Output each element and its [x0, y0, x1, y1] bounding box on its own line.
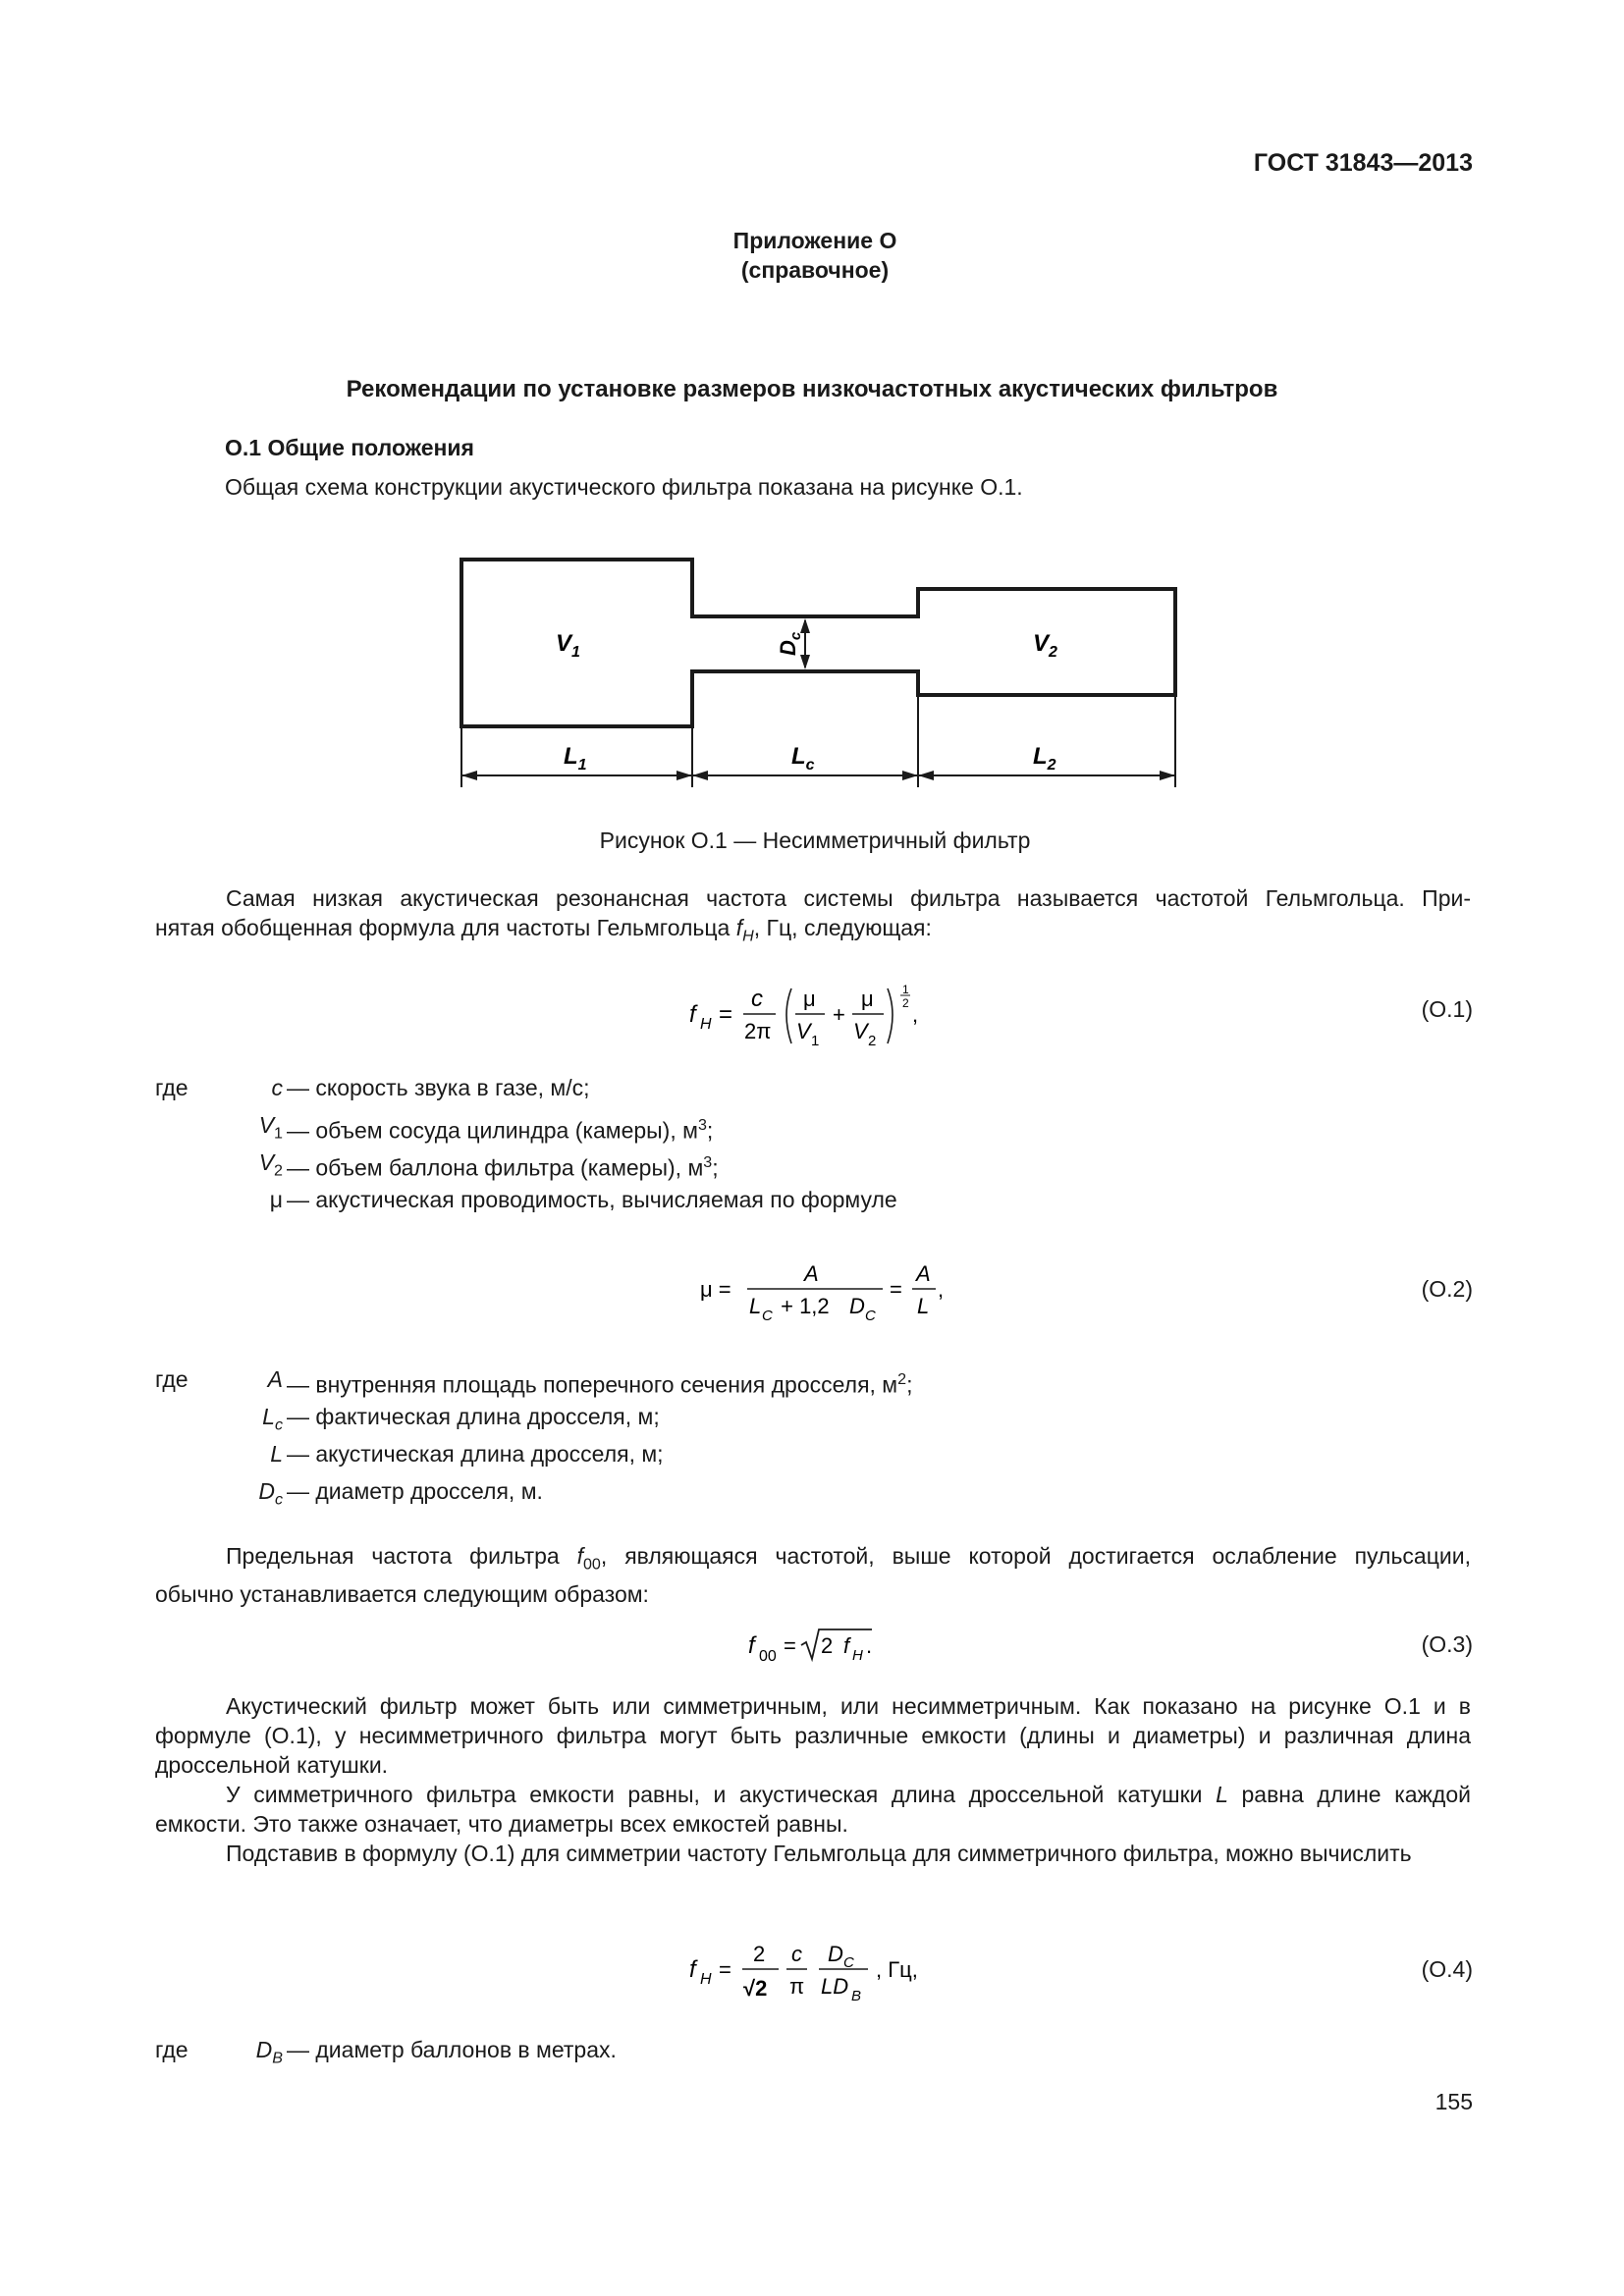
- svg-text:=: =: [719, 1957, 731, 1982]
- svg-text:1: 1: [811, 1033, 820, 1049]
- svg-text:+: +: [833, 1002, 845, 1027]
- svg-text:=: =: [719, 1001, 733, 1028]
- label-v1: $V_1$: [556, 630, 580, 661]
- equation-o3-number: (О.3): [1421, 1631, 1473, 1657]
- svg-text:2: 2: [868, 1033, 877, 1049]
- svg-text:1: 1: [902, 983, 909, 996]
- def-text: — акустическая длина дросселя, м;: [287, 1441, 664, 1467]
- svg-text:LD: LD: [821, 1974, 849, 1999]
- def-text: — диаметр дросселя, м.: [287, 1478, 543, 1504]
- definitions-block-3: [0, 2035, 1624, 2068]
- def-text: — фактическая длина дросселя, м;: [287, 1404, 660, 1429]
- def-symbol: $D_c$: [258, 1478, 283, 1509]
- label-dc: $D_c$: [776, 631, 804, 656]
- annex-title: Приложение О: [732, 228, 897, 253]
- label-l2: $L_2$: [1033, 743, 1056, 774]
- svg-text:π: π: [789, 1974, 805, 1999]
- svg-text:A: A: [804, 1261, 819, 1286]
- def-symbol: $V_1$: [258, 1112, 283, 1143]
- paragraph-cutoff: Предельная частота фильтра $f_{00}$, являющаяся частотой, выше которой достигается ослабление пульсации, обычно устанавливается следующим образом:: [155, 1543, 1471, 1607]
- equation-o4-number: (О.4): [1421, 1956, 1473, 1982]
- def-text: — объем баллона фильтра (камеры), $м^3$;: [287, 1153, 719, 1181]
- standard-header: ГОСТ 31843—2013: [1253, 149, 1473, 177]
- figure-caption: Рисунок О.1 — Несимметричный фильтр: [599, 828, 1031, 853]
- equation-o1: [687, 977, 982, 1055]
- def-text: — объем сосуда цилиндра (камеры), $м^3$;: [287, 1116, 714, 1144]
- def-text: — внутренняя площадь поперечного сечения дросселя, $м^2$;: [287, 1370, 913, 1398]
- svg-text:f: f: [748, 1632, 755, 1659]
- svg-text:μ =: μ =: [700, 1277, 731, 1302]
- main-title: Рекомендации по установке размеров низкочастотных акустических фильтров: [346, 376, 1278, 402]
- svg-text:, Гц,: , Гц,: [876, 1957, 918, 1982]
- section-heading: О.1 Общие положения: [225, 435, 474, 460]
- equation-o4: [687, 1932, 972, 2010]
- svg-text:H: H: [700, 1016, 712, 1033]
- svg-text:=: =: [784, 1633, 796, 1658]
- def-symbol: $L_c$: [262, 1404, 283, 1434]
- def-symbol: μ: [269, 1187, 283, 1212]
- equation-o3: [746, 1618, 943, 1673]
- label-lc: $L_c$: [791, 743, 815, 774]
- def-symbol: $V_2$: [258, 1149, 283, 1180]
- svg-text:.: .: [866, 1633, 873, 1658]
- svg-text:A: A: [916, 1261, 931, 1286]
- svg-text:2: 2: [902, 996, 909, 1010]
- definitions-block-2: [0, 1364, 1624, 1509]
- def-text: — диаметр баллонов в метрах.: [287, 2037, 617, 2062]
- where-label: где: [155, 1366, 189, 1392]
- svg-text:C: C: [762, 1308, 773, 1324]
- svg-text:μ: μ: [861, 987, 874, 1011]
- svg-text:f: f: [689, 1001, 696, 1028]
- equation-o2-number: (О.2): [1421, 1276, 1473, 1302]
- where-label: где: [155, 2037, 189, 2062]
- svg-text:=: =: [890, 1277, 902, 1302]
- svg-text:V: V: [853, 1019, 868, 1043]
- annex-subtitle: (справочное): [740, 257, 890, 283]
- svg-text:H: H: [852, 1647, 863, 1664]
- svg-text:00: 00: [759, 1648, 777, 1665]
- svg-text:L: L: [749, 1294, 762, 1318]
- svg-text:V: V: [796, 1019, 811, 1043]
- paragraph-substitute: Подставив в формулу (О.1) для симметрии частоту Гельмгольца для симметричного фильтра, можно вычислить: [226, 1841, 1412, 1866]
- def-text: — акустическая проводимость, вычисляемая по формуле: [287, 1187, 897, 1212]
- label-l1: $L_1$: [564, 743, 587, 774]
- svg-text:√2: √2: [743, 1976, 768, 2001]
- equation-o1-number: (О.1): [1421, 996, 1473, 1022]
- svg-text:,: ,: [938, 1277, 945, 1302]
- svg-text:2π: 2π: [744, 1019, 772, 1043]
- svg-text:D: D: [849, 1294, 865, 1318]
- where-label: где: [155, 1075, 189, 1100]
- paragraph-symmetry: Акустический фильтр может быть или симметричным, или несимметричным. Как показано на рисунке О.1 и в формуле (О.1), у несимметричного фильтра могут быть различные емкости (длины и диаметры) и различная длина дроссельной катушки.: [155, 1693, 1471, 1778]
- svg-text:C: C: [843, 1954, 854, 1971]
- section-intro: Общая схема конструкции акустического фильтра показана на рисунке О.1.: [225, 474, 1023, 500]
- svg-text:,: ,: [912, 1002, 919, 1027]
- svg-text:L: L: [917, 1294, 930, 1318]
- def-text: — скорость звука в газе, м/с;: [287, 1075, 590, 1100]
- definitions-block-1: [0, 1073, 1624, 1210]
- svg-text:D: D: [828, 1942, 843, 1966]
- def-symbol: A: [267, 1366, 283, 1392]
- equation-o2: [692, 1252, 987, 1330]
- filter-diagram: [447, 545, 1193, 800]
- svg-text:B: B: [851, 1988, 862, 2004]
- svg-text:f: f: [689, 1956, 696, 1983]
- paragraph-helmholtz: Самая низкая акустическая резонансная частота системы фильтра называется частотой Гельмгольца. При- нятая обобщенная формула для частоты Гельмгольца $f_H$, Гц, следующая:: [155, 885, 1471, 945]
- svg-text:H: H: [700, 1971, 712, 1988]
- def-symbol: $D_B$: [255, 2037, 283, 2067]
- svg-text:C: C: [865, 1308, 876, 1324]
- svg-text:c: c: [751, 986, 763, 1012]
- svg-text:2: 2: [821, 1633, 839, 1658]
- svg-text:c: c: [791, 1942, 802, 1966]
- def-symbol: L: [270, 1441, 283, 1467]
- svg-text:2: 2: [753, 1942, 766, 1966]
- svg-text:μ: μ: [803, 987, 816, 1011]
- def-symbol: c: [271, 1075, 283, 1100]
- svg-text:+ 1,2: + 1,2: [775, 1294, 836, 1318]
- page-number: 155: [1435, 2089, 1473, 2114]
- svg-text:f: f: [843, 1633, 850, 1658]
- label-v2: $V_2$: [1033, 630, 1057, 661]
- paragraph-symmetric-filter: У симметричного фильтра емкости равны, и акустическая длина дроссельной катушки L равна длине каждой емкости. Это также означает, что диаметры всех емкостей равны.: [155, 1782, 1471, 1837]
